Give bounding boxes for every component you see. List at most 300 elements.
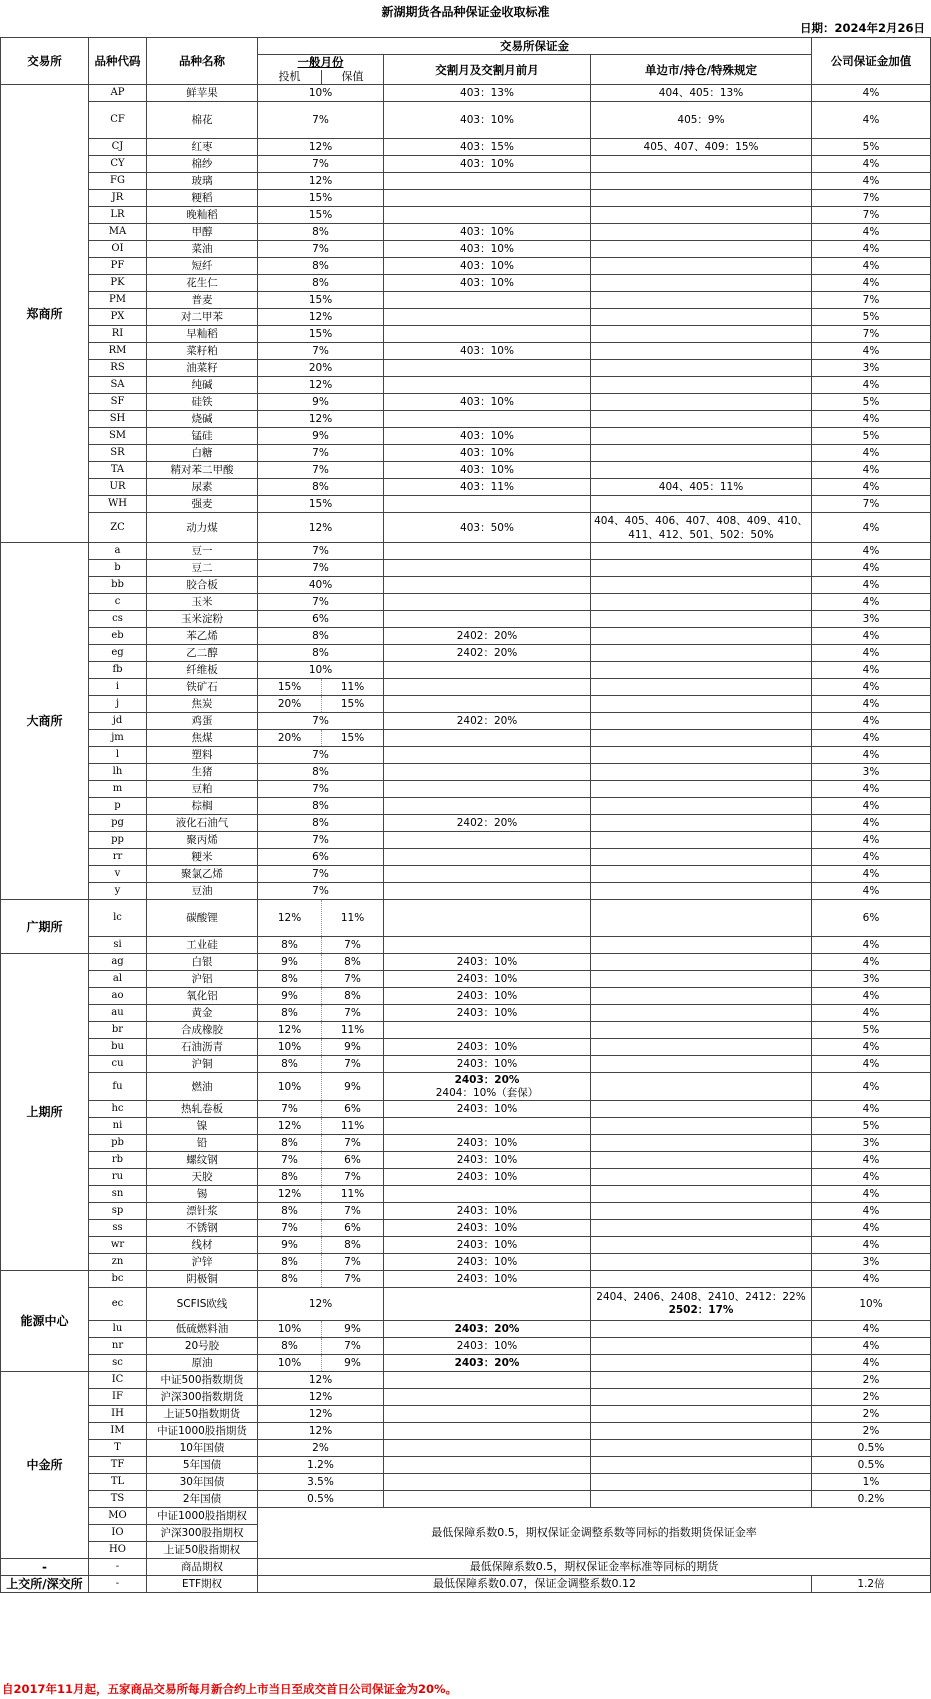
product-name: 镍: [147, 1118, 258, 1135]
product-code: cu: [89, 1056, 147, 1073]
company-add: 7%: [812, 207, 931, 224]
company-add: 3%: [812, 611, 931, 628]
delivery-margin: 403：13%: [384, 85, 591, 102]
company-add: 4%: [812, 1220, 931, 1237]
header-hedge: 保值: [322, 70, 384, 85]
company-add: 4%: [812, 954, 931, 971]
general-margin: 8%: [258, 224, 384, 241]
general-margin: 8%: [258, 798, 384, 815]
spec-margin: 9%: [258, 954, 322, 971]
product-name: 沪铝: [147, 971, 258, 988]
delivery-margin: [384, 696, 591, 713]
product-name: 菜籽粕: [147, 343, 258, 360]
general-margin: 10%: [258, 85, 384, 102]
product-code: cs: [89, 611, 147, 628]
header-general-month: 一般月份: [258, 55, 384, 70]
product-code: fb: [89, 662, 147, 679]
delivery-margin: [384, 611, 591, 628]
delivery-margin: [384, 496, 591, 513]
limit-rule: [591, 988, 812, 1005]
option-rule: 最低保障系数0.07，保证金调整系数0.12: [258, 1576, 812, 1593]
company-add: 4%: [812, 1169, 931, 1186]
product-code: au: [89, 1005, 147, 1022]
hedge-margin: 8%: [322, 954, 384, 971]
product-name: 强麦: [147, 496, 258, 513]
exchange-name: 中金所: [1, 1372, 89, 1559]
hedge-margin: 11%: [322, 900, 384, 937]
product-code: jm: [89, 730, 147, 747]
delivery-margin: 2403：10%: [384, 1254, 591, 1271]
limit-rule: [591, 594, 812, 611]
product-code: lc: [89, 900, 147, 937]
general-margin: 7%: [258, 462, 384, 479]
limit-rule: [591, 883, 812, 900]
header-code: 品种代码: [89, 38, 147, 85]
product-name: 线材: [147, 1237, 258, 1254]
limit-rule: [591, 628, 812, 645]
product-name: 白糖: [147, 445, 258, 462]
table-row: [1, 1152, 931, 1169]
table-row: [1, 1101, 931, 1118]
delivery-margin: [384, 190, 591, 207]
spec-margin: 8%: [258, 937, 322, 954]
delivery-margin: [384, 1457, 591, 1474]
general-margin: 1.2%: [258, 1457, 384, 1474]
general-margin: 3.5%: [258, 1474, 384, 1491]
table-row: [1, 394, 931, 411]
delivery-margin: 2402：20%: [384, 628, 591, 645]
table-row: [1, 679, 931, 696]
product-name: 普麦: [147, 292, 258, 309]
company-add: 4%: [812, 781, 931, 798]
product-code: PM: [89, 292, 147, 309]
limit-rule: [591, 173, 812, 190]
company-add: 4%: [812, 258, 931, 275]
product-name: 粳米: [147, 849, 258, 866]
company-add: 4%: [812, 645, 931, 662]
company-add: 4%: [812, 594, 931, 611]
general-margin: 12%: [258, 513, 384, 543]
limit-rule: [591, 309, 812, 326]
hedge-margin: 8%: [322, 988, 384, 1005]
delivery-margin: 403：10%: [384, 275, 591, 292]
general-margin: 7%: [258, 713, 384, 730]
company-add: 4%: [812, 1101, 931, 1118]
product-name: 花生仁: [147, 275, 258, 292]
product-name: 10年国债: [147, 1440, 258, 1457]
spec-margin: 12%: [258, 1186, 322, 1203]
product-code: TF: [89, 1457, 147, 1474]
product-code: -: [89, 1559, 147, 1576]
product-name: 苯乙烯: [147, 628, 258, 645]
limit-rule: [591, 411, 812, 428]
company-add: 4%: [812, 1338, 931, 1355]
limit-rule: [591, 156, 812, 173]
delivery-margin: 403：50%: [384, 513, 591, 543]
product-name: 上证50股指期权: [147, 1542, 258, 1559]
general-margin: 7%: [258, 560, 384, 577]
table-row: [1, 1056, 931, 1073]
hedge-margin: 11%: [322, 679, 384, 696]
product-name: 纤维板: [147, 662, 258, 679]
limit-rule: [591, 954, 812, 971]
delivery-margin-line: 2404：10%（套保）: [435, 1086, 539, 1099]
limit-rule: [591, 1491, 812, 1508]
delivery-margin: 2403：10%: [384, 1338, 591, 1355]
table-row: [1, 1237, 931, 1254]
product-code: PF: [89, 258, 147, 275]
company-add: 4%: [812, 1152, 931, 1169]
exchange-name: 大商所: [1, 543, 89, 900]
company-add: 7%: [812, 326, 931, 343]
product-code: IC: [89, 1372, 147, 1389]
table-row: [1, 1186, 931, 1203]
general-margin: 7%: [258, 866, 384, 883]
spec-margin: 20%: [258, 696, 322, 713]
table-row: [1, 241, 931, 258]
general-margin: 15%: [258, 326, 384, 343]
limit-rule: [591, 190, 812, 207]
limit-rule: [591, 764, 812, 781]
delivery-margin: 403：10%: [384, 462, 591, 479]
table-row: [1, 662, 931, 679]
company-add: 7%: [812, 496, 931, 513]
limit-rule: [591, 849, 812, 866]
product-name: 沪深300指数期货: [147, 1389, 258, 1406]
limit-rule: 405：9%: [591, 102, 812, 139]
product-code: UR: [89, 479, 147, 496]
product-code: ZC: [89, 513, 147, 543]
product-name: 动力煤: [147, 513, 258, 543]
product-name: 中证500指数期货: [147, 1372, 258, 1389]
general-margin: 7%: [258, 102, 384, 139]
product-name: 棉花: [147, 102, 258, 139]
product-name: 20号胶: [147, 1338, 258, 1355]
general-margin: 12%: [258, 1389, 384, 1406]
product-name: 棕榈: [147, 798, 258, 815]
limit-rule: [591, 645, 812, 662]
general-margin: 12%: [258, 1288, 384, 1321]
product-code: IH: [89, 1406, 147, 1423]
product-code: IM: [89, 1423, 147, 1440]
product-code: ru: [89, 1169, 147, 1186]
delivery-margin: [384, 1022, 591, 1039]
general-margin: 7%: [258, 445, 384, 462]
product-code: ni: [89, 1118, 147, 1135]
product-code: zn: [89, 1254, 147, 1271]
delivery-margin: [384, 207, 591, 224]
company-add: 5%: [812, 394, 931, 411]
delivery-margin: [384, 377, 591, 394]
limit-rule: [591, 1056, 812, 1073]
delivery-margin: [384, 326, 591, 343]
company-add: 4%: [812, 679, 931, 696]
product-name: ETF期权: [147, 1576, 258, 1593]
limit-rule: [591, 730, 812, 747]
general-margin: 12%: [258, 377, 384, 394]
spec-margin: 8%: [258, 1005, 322, 1022]
company-add: 4%: [812, 747, 931, 764]
product-code: pg: [89, 815, 147, 832]
product-code: al: [89, 971, 147, 988]
product-code: sn: [89, 1186, 147, 1203]
hedge-margin: 11%: [322, 1022, 384, 1039]
delivery-margin: 2403：10%: [384, 1101, 591, 1118]
limit-rule: [591, 577, 812, 594]
product-name: 焦炭: [147, 696, 258, 713]
company-add: 4%: [812, 560, 931, 577]
limit-rule: [591, 207, 812, 224]
table-row: [1, 1576, 931, 1593]
delivery-margin: [384, 292, 591, 309]
product-code: TL: [89, 1474, 147, 1491]
hedge-margin: 7%: [322, 1169, 384, 1186]
limit-rule: [591, 937, 812, 954]
product-name: 工业硅: [147, 937, 258, 954]
table-row: [1, 832, 931, 849]
product-code: RI: [89, 326, 147, 343]
general-margin: 7%: [258, 241, 384, 258]
hedge-margin: 8%: [322, 1237, 384, 1254]
spec-margin: 8%: [258, 1271, 322, 1288]
hedge-margin: 7%: [322, 971, 384, 988]
product-name: 油菜籽: [147, 360, 258, 377]
company-add: 4%: [812, 173, 931, 190]
company-add: 4%: [812, 156, 931, 173]
delivery-margin: 403：10%: [384, 156, 591, 173]
company-add: 4%: [812, 343, 931, 360]
general-margin: 7%: [258, 832, 384, 849]
limit-rule: [591, 1101, 812, 1118]
delivery-margin: 2403：10%: [384, 1169, 591, 1186]
table-row: [1, 781, 931, 798]
company-add: 4%: [812, 730, 931, 747]
company-add: 4%: [812, 224, 931, 241]
product-code: l: [89, 747, 147, 764]
spec-margin: 7%: [258, 1220, 322, 1237]
delivery-margin: [384, 309, 591, 326]
hedge-margin: 7%: [322, 1338, 384, 1355]
spec-margin: 10%: [258, 1039, 322, 1056]
company-add: 4%: [812, 937, 931, 954]
table-row: [1, 611, 931, 628]
product-code: si: [89, 937, 147, 954]
company-add: 4%: [812, 988, 931, 1005]
header-spec: 投机: [258, 70, 322, 85]
product-code: SR: [89, 445, 147, 462]
product-name: 焦煤: [147, 730, 258, 747]
product-code: pp: [89, 832, 147, 849]
delivery-margin: 403：10%: [384, 102, 591, 139]
spec-margin: 8%: [258, 1203, 322, 1220]
spec-margin: 12%: [258, 900, 322, 937]
limit-rule: [591, 1073, 812, 1101]
table-row: [1, 360, 931, 377]
company-add: 1%: [812, 1474, 931, 1491]
hedge-margin: 11%: [322, 1118, 384, 1135]
product-code: eg: [89, 645, 147, 662]
table-row: [1, 1288, 931, 1321]
spec-margin: 9%: [258, 1237, 322, 1254]
product-name: 生猪: [147, 764, 258, 781]
product-code: nr: [89, 1338, 147, 1355]
table-row: [1, 207, 931, 224]
product-code: IF: [89, 1389, 147, 1406]
table-row: [1, 513, 931, 543]
limit-rule: [591, 1254, 812, 1271]
general-margin: 12%: [258, 309, 384, 326]
hedge-margin: 9%: [322, 1321, 384, 1338]
product-name: 铅: [147, 1135, 258, 1152]
hedge-margin: 7%: [322, 1056, 384, 1073]
limit-rule: [591, 275, 812, 292]
general-margin: 15%: [258, 207, 384, 224]
table-row: [1, 309, 931, 326]
delivery-margin: [384, 662, 591, 679]
product-name: 精对苯二甲酸: [147, 462, 258, 479]
limit-rule: [591, 971, 812, 988]
product-code: i: [89, 679, 147, 696]
table-row: [1, 1271, 931, 1288]
product-name: 天胶: [147, 1169, 258, 1186]
limit-rule: [591, 696, 812, 713]
limit-rule: [591, 713, 812, 730]
spec-margin: 7%: [258, 1152, 322, 1169]
limit-rule: [591, 611, 812, 628]
limit-rule: [591, 1039, 812, 1056]
product-name: 短纤: [147, 258, 258, 275]
delivery-margin: 403：15%: [384, 139, 591, 156]
delivery-margin: 2403：10%: [384, 1005, 591, 1022]
table-row: [1, 577, 931, 594]
company-add: 0.5%: [812, 1440, 931, 1457]
table-row: [1, 1491, 931, 1508]
product-name: 沪锌: [147, 1254, 258, 1271]
hedge-margin: 11%: [322, 1186, 384, 1203]
product-code: FG: [89, 173, 147, 190]
product-name: 沪铜: [147, 1056, 258, 1073]
date-label: 日期：2024年2月26日: [799, 21, 925, 35]
limit-rule: [591, 1423, 812, 1440]
product-code: eb: [89, 628, 147, 645]
product-code: a: [89, 543, 147, 560]
table-row: [1, 411, 931, 428]
spec-margin: 8%: [258, 1169, 322, 1186]
delivery-margin: [384, 1389, 591, 1406]
limit-rule: [591, 1440, 812, 1457]
limit-rule: [591, 428, 812, 445]
product-name: 阴极铜: [147, 1271, 258, 1288]
limit-rule: [591, 360, 812, 377]
company-add: 4%: [812, 513, 931, 543]
company-add: 7%: [812, 292, 931, 309]
product-code: c: [89, 594, 147, 611]
header-name: 品种名称: [147, 38, 258, 85]
hedge-margin: 6%: [322, 1220, 384, 1237]
limit-rule: [591, 224, 812, 241]
product-code: SA: [89, 377, 147, 394]
general-margin: 8%: [258, 479, 384, 496]
hedge-margin: 9%: [322, 1355, 384, 1372]
product-code: PX: [89, 309, 147, 326]
delivery-margin: [384, 1118, 591, 1135]
company-add: 4%: [812, 377, 931, 394]
delivery-margin: 2403：10%: [384, 971, 591, 988]
table-row: [1, 1508, 931, 1525]
product-name: 尿素: [147, 479, 258, 496]
delivery-margin: [384, 1474, 591, 1491]
limit-rule: [591, 1152, 812, 1169]
product-name: 晚籼稻: [147, 207, 258, 224]
table-row: [1, 224, 931, 241]
delivery-margin: 2403：10%: [384, 988, 591, 1005]
delivery-margin: [384, 832, 591, 849]
limit-rule: [591, 1135, 812, 1152]
product-name: 锰硅: [147, 428, 258, 445]
table-row: [1, 343, 931, 360]
table-row: [1, 866, 931, 883]
product-name: 早籼稻: [147, 326, 258, 343]
table-row: [1, 139, 931, 156]
footer-note: 自2017年11月起，五家商品交易所每月新合约上市当日至成交首日公司保证金为20%。: [2, 1682, 458, 1696]
delivery-margin: [384, 360, 591, 377]
product-name: 热轧卷板: [147, 1101, 258, 1118]
product-name: 胶合板: [147, 577, 258, 594]
limit-rule: [591, 1237, 812, 1254]
product-name: 豆油: [147, 883, 258, 900]
table-row: [1, 1039, 931, 1056]
company-add: 4%: [812, 866, 931, 883]
product-code: rb: [89, 1152, 147, 1169]
table-row: [1, 85, 931, 102]
table-row: [1, 594, 931, 611]
limit-rule: [591, 1406, 812, 1423]
hedge-margin: 7%: [322, 1203, 384, 1220]
limit-rule: [591, 798, 812, 815]
company-add: 4%: [812, 1321, 931, 1338]
limit-rule: [591, 1118, 812, 1135]
product-code: AP: [89, 85, 147, 102]
product-name: 硅铁: [147, 394, 258, 411]
delivery-margin: 2403：20%: [384, 1321, 591, 1338]
limit-rule: [591, 377, 812, 394]
table-row: [1, 190, 931, 207]
delivery-margin: [384, 411, 591, 428]
table-row: [1, 696, 931, 713]
product-name: 甲醇: [147, 224, 258, 241]
general-margin: 7%: [258, 156, 384, 173]
table-row: [1, 730, 931, 747]
general-margin: 7%: [258, 747, 384, 764]
product-name: 黄金: [147, 1005, 258, 1022]
company-add: 5%: [812, 428, 931, 445]
table-row: [1, 798, 931, 815]
table-row: [1, 1389, 931, 1406]
company-add: 3%: [812, 360, 931, 377]
product-code: m: [89, 781, 147, 798]
product-name: 红枣: [147, 139, 258, 156]
table-row: [1, 377, 931, 394]
table-row: [1, 156, 931, 173]
product-name: 铁矿石: [147, 679, 258, 696]
product-code: WH: [89, 496, 147, 513]
product-name: 棉纱: [147, 156, 258, 173]
table-row: [1, 1135, 931, 1152]
table-row: [1, 102, 931, 139]
delivery-margin-line: 2403：20%: [454, 1073, 520, 1086]
product-code: RM: [89, 343, 147, 360]
company-add: 4%: [812, 1005, 931, 1022]
